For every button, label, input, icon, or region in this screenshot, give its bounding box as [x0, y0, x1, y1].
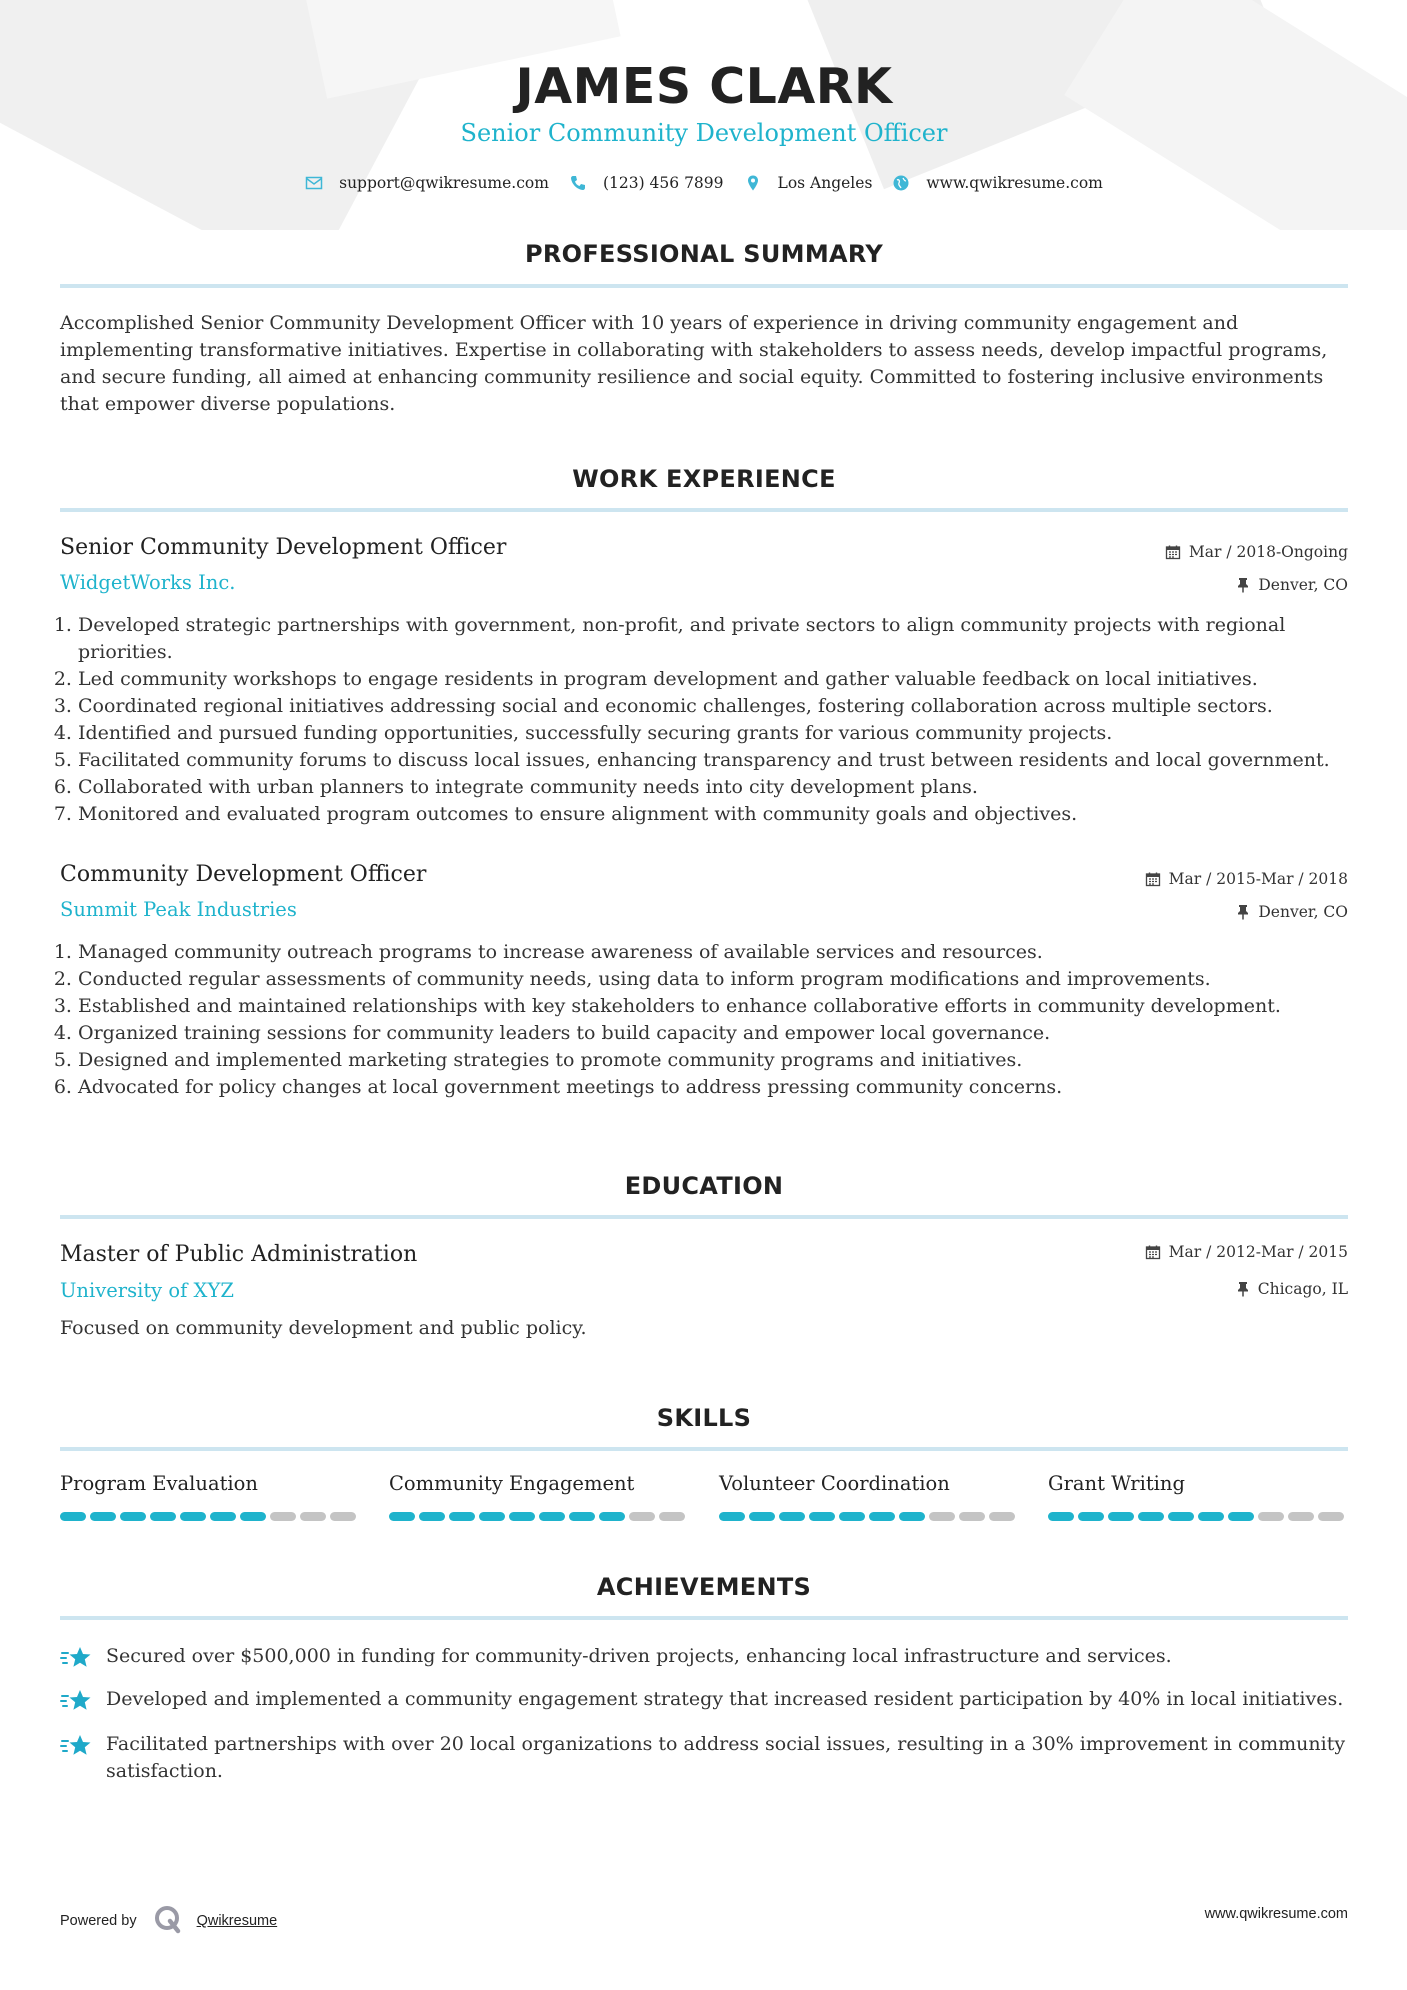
- section-divider: [60, 1215, 1348, 1219]
- list-item: 1. Managed community outreach programs to increase awareness of available services and resources.: [78, 939, 1366, 966]
- skill-name: Program Evaluation: [60, 1472, 258, 1495]
- company-name: WidgetWorks Inc.: [60, 571, 236, 594]
- contact-bar: [60, 174, 1348, 192]
- qwikresume-link[interactable]: Qwikresume: [196, 1913, 278, 1929]
- degree-title: Master of Public Administration: [60, 1242, 418, 1267]
- list-item: 3. Coordinated regional initiatives addressing social and economic challenges, fostering collaboration across multiple sectors.: [78, 693, 1366, 720]
- job-title: Senior Community Development Officer: [60, 535, 507, 560]
- list-item: 5. Designed and implemented marketing strategies to promote community programs and initiatives.: [78, 1047, 1366, 1074]
- job-dates: Mar / 2018-Ongoing: [1165, 543, 1348, 561]
- education-dates: Mar / 2012-Mar / 2015: [1145, 1243, 1348, 1261]
- education-description: Focused on community development and public policy.: [60, 1317, 587, 1339]
- school-name: University of XYZ: [60, 1279, 234, 1302]
- list-item: 4. Organized training sessions for community leaders to build capacity and empower local governance.: [78, 1020, 1366, 1047]
- contact-location: Los Angeles: [744, 174, 873, 192]
- list-item: 6. Advocated for policy changes at local government meetings to address pressing community concerns.: [78, 1074, 1366, 1101]
- list-item: 2. Conducted regular assessments of community needs, using data to inform program modifications and improvements.: [78, 966, 1366, 993]
- skill-name: Community Engagement: [389, 1472, 635, 1495]
- header-background: [0, 0, 1407, 230]
- contact-phone[interactable]: (123) 456 7899: [569, 174, 724, 192]
- achievement-item: Facilitated partnerships with over 20 local organizations to address social issues, resulting in a 30% improvement in community satisfaction.: [60, 1731, 1348, 1785]
- section-divider: [60, 284, 1348, 288]
- pushpin-icon: [1236, 1281, 1250, 1297]
- list-item: 3. Established and maintained relationships with key stakeholders to enhance collaborative efforts in community development.: [78, 993, 1366, 1020]
- list-item: 7. Monitored and evaluated program outcomes to ensure alignment with community goals and objectives.: [78, 801, 1366, 828]
- star-icon: [60, 1645, 94, 1675]
- section-heading-summary: PROFESSIONAL SUMMARY: [524, 240, 884, 268]
- section-heading-experience: WORK EXPERIENCE: [572, 465, 836, 493]
- globe-icon: [892, 174, 910, 192]
- list-item: 5. Facilitated community forums to discuss local issues, enhancing transparency and trust between residents and local government.: [78, 747, 1366, 774]
- section-heading-achievements: ACHIEVEMENTS: [596, 1573, 812, 1601]
- skill-item: [719, 1472, 1019, 1521]
- section-heading-skills: SKILLS: [656, 1404, 752, 1432]
- footer-powered-by: Powered by Qwikresume: [60, 1904, 277, 1938]
- footer-website[interactable]: www.qwikresume.com: [1204, 1906, 1348, 1922]
- calendar-icon: [1165, 544, 1181, 560]
- skill-item: [1048, 1472, 1348, 1521]
- skill-level-bar: [1048, 1512, 1348, 1521]
- skill-item: [60, 1472, 360, 1521]
- list-item: 1. Developed strategic partnerships with government, non-profit, and private sectors to align community projects with regional priorities.: [78, 612, 1366, 666]
- job-dates: Mar / 2015-Mar / 2018: [1145, 870, 1348, 888]
- star-icon: [60, 1688, 94, 1718]
- job-location: Denver, CO: [1236, 903, 1348, 921]
- summary-text: Accomplished Senior Community Development Officer with 10 years of experience in driving community engagement and implementing transformative initiatives. Expertise in collaborating with stakeholders to assess needs, develop impactful programs, and secure funding, all aimed at enhancing community resilience and social equity. Committed to fostering inclusive environments that empower diverse populations.: [60, 312, 1328, 415]
- job-bullets: [60, 939, 1366, 1101]
- candidate-title: Senior Community Development Officer: [460, 119, 948, 147]
- achievement-item: Developed and implemented a community engagement strategy that increased resident participation by 40% in local initiatives.: [60, 1686, 1348, 1718]
- calendar-icon: [1145, 871, 1161, 887]
- job-location: Denver, CO: [1236, 576, 1348, 594]
- map-marker-icon: [744, 174, 762, 192]
- contact-website[interactable]: www.qwikresume.com: [892, 174, 1102, 192]
- achievement-item: Secured over $500,000 in funding for community-driven projects, enhancing local infrastructure and services.: [60, 1643, 1348, 1675]
- section-divider: [60, 1616, 1348, 1620]
- list-item: 6. Collaborated with urban planners to integrate community needs into city development plans.: [78, 774, 1366, 801]
- section-divider: [60, 1447, 1348, 1451]
- education-location: Chicago, IL: [1236, 1280, 1348, 1298]
- skill-name: Grant Writing: [1048, 1472, 1185, 1495]
- job-bullets: [60, 612, 1366, 828]
- list-item: 4. Identified and pursued funding opportunities, successfully securing grants for various community projects.: [78, 720, 1366, 747]
- section-divider: [60, 508, 1348, 512]
- pushpin-icon: [1236, 577, 1250, 593]
- contact-email[interactable]: support@qwikresume.com: [305, 174, 549, 192]
- job-title: Community Development Officer: [60, 862, 427, 887]
- star-icon: [60, 1733, 94, 1763]
- pushpin-icon: [1236, 904, 1250, 920]
- skill-level-bar: [719, 1512, 1019, 1521]
- section-heading-education: EDUCATION: [624, 1172, 784, 1200]
- list-item: 2. Led community workshops to engage residents in program development and gather valuable feedback on local initiatives.: [78, 666, 1366, 693]
- qwikresume-logo-icon: [153, 1904, 183, 1938]
- skill-name: Volunteer Coordination: [719, 1472, 950, 1495]
- envelope-icon: [305, 174, 323, 192]
- phone-icon: [569, 174, 587, 192]
- calendar-icon: [1145, 1244, 1161, 1260]
- skill-level-bar: [60, 1512, 360, 1521]
- company-name: Summit Peak Industries: [60, 898, 297, 921]
- candidate-name: JAMES CLARK: [515, 58, 893, 115]
- skill-level-bar: [389, 1512, 689, 1521]
- skill-item: [389, 1472, 689, 1521]
